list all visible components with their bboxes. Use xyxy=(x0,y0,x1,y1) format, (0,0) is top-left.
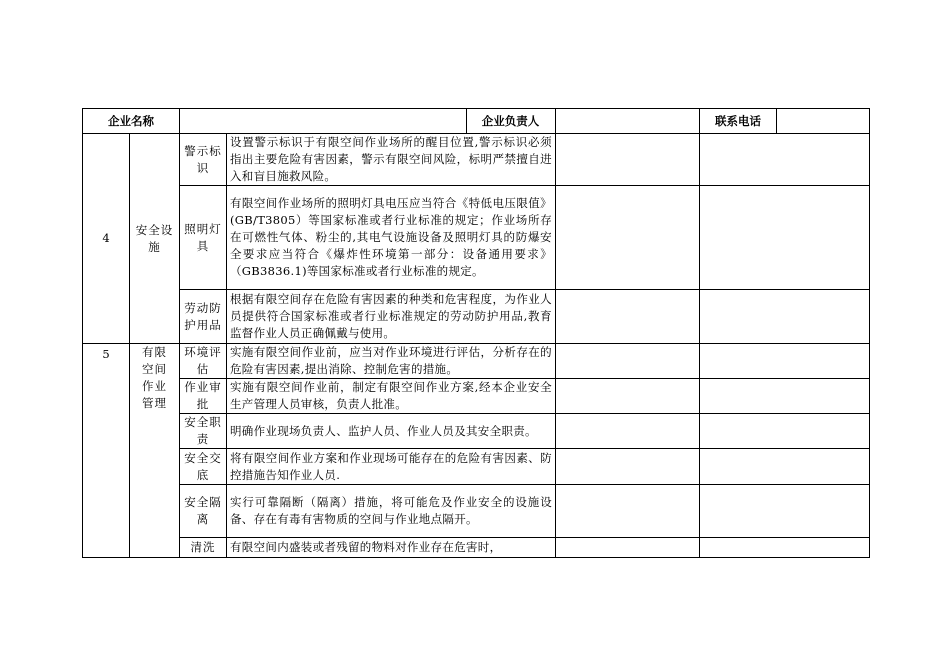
header-middle-cell xyxy=(180,109,556,134)
phone-label-cell xyxy=(700,109,777,134)
section-number: 5 xyxy=(83,344,130,558)
item-name: 安全隔离 xyxy=(180,485,227,538)
remark-cell[interactable] xyxy=(700,414,870,449)
item-requirement: 根据有限空间存在危险有害因素的种类和危害程度，为作业人员提供符合国家标准或者行业标准规定的劳动防护用品,教育监督作业人员正确佩戴与使用。 xyxy=(227,290,556,344)
section-category: 有限空间作业管理 xyxy=(130,344,180,558)
remark-cell[interactable] xyxy=(700,485,870,538)
company-name-value[interactable] xyxy=(180,109,467,133)
table-row xyxy=(83,449,870,485)
check-cell[interactable] xyxy=(556,449,700,485)
section-category: 安全设施 xyxy=(130,134,180,344)
table-row xyxy=(83,290,870,344)
remark-cell[interactable] xyxy=(700,344,870,379)
header-row xyxy=(83,109,870,134)
item-requirement: 明确作业现场负责人、监护人员、作业人员及其安全职责。 xyxy=(227,414,556,449)
table-row xyxy=(83,134,870,186)
phone-value[interactable] xyxy=(777,109,870,134)
remark-cell[interactable] xyxy=(700,379,870,414)
item-requirement: 实行可靠隔断（隔离）措施，将可能危及作业安全的设施设备、存在有毒有害物质的空间与作业地点隔开。 xyxy=(227,485,556,538)
item-name: 安全交底 xyxy=(180,449,227,485)
table-row xyxy=(83,344,870,379)
table-row xyxy=(83,485,870,538)
item-requirement: 将有限空间作业方案和作业现场可能存在的危险有害因素、防控措施告知作业人员. xyxy=(227,449,556,485)
phone-label: 联系电话 xyxy=(715,113,761,128)
check-cell[interactable] xyxy=(556,414,700,449)
table-row xyxy=(83,186,870,290)
responsible-value[interactable] xyxy=(556,109,700,134)
item-name: 安全职责 xyxy=(180,414,227,449)
item-requirement: 实施有限空间作业前，制定有限空间作业方案,经本企业安全生产管理人员审核，负责人批准。 xyxy=(227,379,556,414)
check-cell[interactable] xyxy=(556,134,700,186)
remark-cell[interactable] xyxy=(700,538,870,558)
table-row xyxy=(83,414,870,449)
item-name: 照明灯具 xyxy=(180,186,227,290)
table-row xyxy=(83,379,870,414)
check-cell[interactable] xyxy=(556,379,700,414)
table-row xyxy=(83,538,870,558)
responsible-label: 企业负责人 xyxy=(481,113,540,128)
check-cell[interactable] xyxy=(556,186,700,290)
remark-cell[interactable] xyxy=(700,134,870,186)
item-requirement: 设置警示标识于有限空间作业场所的醒目位置,警示标识必须指出主要危险有害因素，警示有限空间风险，标明严禁擅自进入和盲目施救风险。 xyxy=(227,134,556,186)
check-cell[interactable] xyxy=(556,290,700,344)
section-number: 4 xyxy=(83,134,130,344)
remark-cell[interactable] xyxy=(700,449,870,485)
item-name: 环境评估 xyxy=(180,344,227,379)
item-name: 清洗 xyxy=(180,538,227,558)
check-cell[interactable] xyxy=(556,538,700,558)
inspection-table xyxy=(82,108,870,558)
company-name-label: 企业名称 xyxy=(83,109,180,134)
item-name: 警示标识 xyxy=(180,134,227,186)
check-cell[interactable] xyxy=(556,485,700,538)
item-requirement: 有限空间内盛装或者残留的物料对作业存在危害时， xyxy=(227,538,556,558)
remark-cell[interactable] xyxy=(700,290,870,344)
check-cell[interactable] xyxy=(556,344,700,379)
remark-cell[interactable] xyxy=(700,186,870,290)
item-requirement: 有限空间作业场所的照明灯具电压应当符合《特低电压限值》(GB/T3805）等国家标准或者行业标准的规定；作业场所存在可燃性气体、粉尘的,其电气设施设备及照明灯具的防爆安全要求应当符合《爆炸性环境第一部分：设备通用要求》（GB3836.1)等国家标准或者行业标准的规定。 xyxy=(227,186,556,290)
item-requirement: 实施有限空间作业前，应当对作业环境进行评估，分析存在的危险有害因素,提出消除、控制危害的措施。 xyxy=(227,344,556,379)
item-name: 作业审批 xyxy=(180,379,227,414)
item-name: 劳动防护用品 xyxy=(180,290,227,344)
